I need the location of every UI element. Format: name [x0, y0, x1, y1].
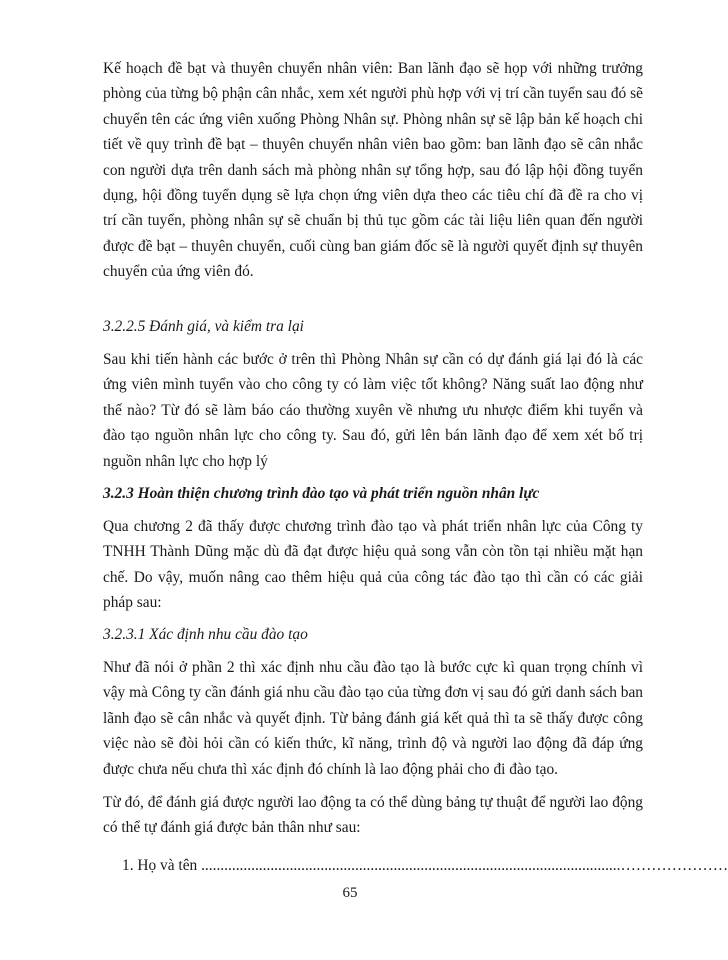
- paragraph-evaluation: Sau khi tiến hành các bước ở trên thì Phòng Nhân sự cần có dự đánh giá lại đó là các ứng viên mình tuyển vào cho công ty có làm việc tốt không? Năng suất lao động như thế nào? Từ đó sẽ làm báo cáo thường xuyên về nhưng ưu nhược điểm khi tuyển và đào tạo nguồn nhân lực cho công ty. Sau đó, gửi lên bán lãnh đạo để xem xét bố trị nguồn nhân lực cho hợp lý: [103, 351, 643, 470]
- paragraph-training-needs: Như đã nói ở phần 2 thì xác định nhu cầu đào tạo là bước cực kì quan trọng chính vì vậy mà Công ty cần đánh giá nhu cầu đào tạo của từng đơn vị sau đó gửi danh sách ban lãnh đạo sẽ cân nhắc và quyết định. Từ bảng đánh giá kết quả thì ta sẽ thấy được công việc nào sẽ đòi hỏi cần có kiến thức, kĩ năng, trình độ và người lao động đã đáp ứng được chưa nếu chưa thì xác định đó chính là lao động phải cho đi đào tạo.: [103, 659, 643, 778]
- page-number: 65: [342, 885, 358, 901]
- paragraph-self-assessment: Từ đó, để đánh giá được người lao động ta có thể dùng bảng tự thuật để người lao động có thể tự đánh giá được bản thân như sau:: [103, 794, 643, 837]
- heading-training-program: 3.2.3 Hoàn thiện chương trình đào tạo và phát triển nguồn nhân lực: [103, 485, 540, 502]
- heading-evaluation: 3.2.2.5 Đánh giá, và kiểm tra lại: [103, 318, 304, 335]
- paragraph-promotion-plan: Kế hoạch đề bạt và thuyên chuyển nhân viên: Ban lãnh đạo sẽ họp với những trưởng phòng của từng bộ phận cân nhắc, xem xét người phù hợp với vị trí cần tuyển sau đó sẽ chuyển tên các ứng viên xuống Phòng Nhân sự. Phòng nhân sự sẽ lập bản kế hoạch chi tiết về quy trình đề bạt – thuyên chuyển nhân viên bao gồm: ban lãnh đạo sẽ cân nhắc con người dựa trên danh sách mà phòng nhân sự tổng hợp, sau đó lập hội đồng tuyển dụng, hội đồng tuyển dụng sẽ lựa chọn ứng viên dựa theo các tiêu chí đã đề ra cho vị trí cần tuyển, phòng nhân sự sẽ chuẩn bị thủ tục gồm các tài liệu liên quan đến người được đề bạt – thuyên chuyển, cuối cùng ban giám đốc sẽ là người quyết định sự thuyên chuyển của ứng viên đó.: [103, 60, 643, 281]
- heading-training-needs: 3.2.3.1 Xác định nhu cầu đào tạo: [103, 626, 308, 643]
- paragraph-training-program: Qua chương 2 đã thấy được chương trình đào tạo và phát triển nhân lực của Công ty TNHH Thành Dũng mặc dù đã đạt được hiệu quả song vẫn còn tồn tại nhiều mặt hạn chế. Do vậy, muốn nâng cao thêm hiệu quả của công tác đào tạo thì cần có các giải pháp sau:: [103, 518, 643, 612]
- list-item-full-name: 1. Họ và tên .............................................................................................................…………………: [122, 857, 728, 874]
